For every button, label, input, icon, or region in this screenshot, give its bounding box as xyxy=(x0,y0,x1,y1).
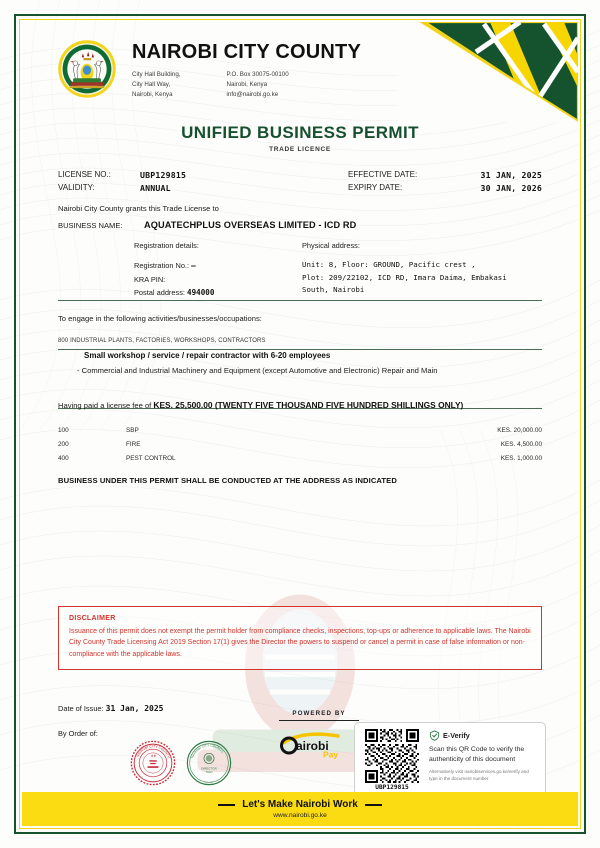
table-row xyxy=(58,424,542,438)
verify-card[interactable] xyxy=(354,722,546,796)
business-name-row xyxy=(58,220,542,230)
green-director-seal-icon xyxy=(186,740,232,786)
divider-1 xyxy=(58,300,542,301)
expiry-date-label: EXPIRY DATE: xyxy=(348,183,403,192)
address-right-3: info@nairobi.go.ke xyxy=(226,91,279,99)
business-details xyxy=(134,241,542,300)
validity-value: ANNUAL xyxy=(140,183,171,193)
business-name-label: BUSINESS NAME: xyxy=(58,221,123,230)
permit-sheet xyxy=(22,22,578,826)
fee-summary xyxy=(58,400,463,410)
issue-date-row xyxy=(58,704,163,713)
svg-text:DIRECTOR: DIRECTOR xyxy=(201,766,217,771)
svg-text:NAIROBI CITY COUNCIL: NAIROBI CITY COUNCIL xyxy=(190,743,225,759)
shield-check-icon xyxy=(429,730,440,741)
verify-badge xyxy=(429,730,538,741)
footer-bar xyxy=(22,792,578,826)
table-row xyxy=(58,452,542,466)
powered-by-block xyxy=(279,710,359,764)
disclaimer-title: DISCLAIMER xyxy=(69,615,116,622)
coat-of-arms-icon xyxy=(58,40,116,98)
registration-no-row xyxy=(134,259,302,273)
registration-no-value: – xyxy=(191,261,196,270)
kra-pin-row xyxy=(134,273,302,287)
business-name-value: AQUATECHPLUS OVERSEAS LIMITED - ICD RD xyxy=(144,220,357,230)
address-right-2: Nairobi, Kenya xyxy=(226,81,268,89)
page-title: UNIFIED BUSINESS PERMIT xyxy=(181,123,419,142)
divider-2 xyxy=(58,349,542,350)
effective-date-label: EFFECTIVE DATE: xyxy=(348,170,418,179)
address-left-3: Nairobi, Kenya xyxy=(132,91,173,99)
activity-main-line: Small workshop / service / repair contractor with 6-20 employees xyxy=(84,351,331,360)
validity-label: VALIDITY: xyxy=(58,183,95,192)
fee-amount-text: KES. 25,500.00 (TWENTY FIVE THOUSAND FIVE HUNDRED SHILLINGS ONLY) xyxy=(153,400,464,410)
qr-block xyxy=(362,729,422,789)
table-row xyxy=(58,438,542,452)
verify-badge-label: E-Verify xyxy=(443,731,470,740)
disclaimer-body: Issuance of this permit does not exempt the permit holder from compliance checks, inspections, top-ups or adherence to applicable laws. The Nairobi City County Trade Licensing Act 2019 Section 17(1) gives the Director the powers to suspend or cancel a permit in case of false information or non-compliance with the applicable laws. xyxy=(69,628,531,658)
grant-text: Nairobi City County grants this Trade License to xyxy=(58,204,219,213)
footer-slogan-row xyxy=(218,799,382,810)
verify-text-block xyxy=(429,729,538,789)
dash-right-icon xyxy=(365,804,382,806)
verify-message: Scan this QR Code to verify the authenticity of this document xyxy=(429,746,525,764)
license-no-value: UBP129815 xyxy=(140,170,187,180)
fee-prefix: Having paid a license fee of xyxy=(58,401,152,410)
by-order-label: By Order of: xyxy=(58,729,98,738)
address-right-1: P.O. Box 30075-00100 xyxy=(226,71,289,78)
official-seals xyxy=(130,740,232,786)
issue-date-value: 31 Jan, 2025 xyxy=(105,704,164,713)
red-official-seal-icon xyxy=(130,740,176,786)
fee-name: SBP xyxy=(126,427,139,434)
dash-left-icon xyxy=(218,804,235,806)
expiry-date-value: 30 JAN, 2026 xyxy=(480,183,542,193)
postal-address-value: 494000 xyxy=(187,288,215,298)
fee-amount: KES. 20,000.00 xyxy=(497,427,542,434)
registration-details-heading: Registration details: xyxy=(134,241,199,250)
fee-table xyxy=(58,424,542,465)
fee-amount: KES. 1,000.00 xyxy=(500,454,542,462)
powered-by-label: POWERED BY xyxy=(279,710,359,721)
fee-amount: KES. 4,500.00 xyxy=(500,440,542,448)
effective-date-value: 31 JAN, 2025 xyxy=(480,170,542,180)
conducted-note: BUSINESS UNDER THIS PERMIT SHALL BE CONDUCTED AT THE ADDRESS AS INDICATED xyxy=(58,476,397,485)
qr-document-number: UBP129815 xyxy=(375,784,409,791)
physical-address-line-2: Plot: 209/22102, ICD RD, Imara Daima, Embakasi xyxy=(302,272,507,282)
address-left-1: City Hall Building, xyxy=(132,71,181,78)
physical-address-line-3: South, Nairobi xyxy=(302,285,365,295)
svg-text:T&LD: T&LD xyxy=(205,771,213,775)
kra-pin-label: KRA PIN: xyxy=(134,274,166,284)
fee-code: 200 xyxy=(58,440,69,448)
registration-no-label: Registration No.: xyxy=(134,261,190,270)
qr-code-icon[interactable] xyxy=(365,729,419,783)
physical-address-line-1: Unit: 8, Floor: GROUND, Pacific crest , xyxy=(302,260,476,269)
license-no-label: LICENSE NO.: xyxy=(58,170,111,179)
physical-address-heading: Physical address: xyxy=(302,241,360,250)
activity-description: - Commercial and Industrial Machinery and Equipment (except Automotive and Electronic) Repair and Main xyxy=(77,366,438,375)
fee-name: PEST CONTROL xyxy=(126,454,176,462)
footer-slogan: Let's Make Nairobi Work xyxy=(242,799,358,810)
footer-url: www.nairobi.go.ke xyxy=(273,812,327,819)
fee-name: FIRE xyxy=(126,440,141,448)
license-summary xyxy=(58,170,542,193)
svg-text:Pay: Pay xyxy=(323,749,339,759)
engage-text: To engage in the following activities/businesses/occupations: xyxy=(58,314,262,323)
svg-text:airobi: airobi xyxy=(296,739,329,753)
disclaimer-box xyxy=(58,606,542,670)
verify-alternative-text: Alternatively visit nairobiservices.go.ke/verify and type in the document number xyxy=(429,769,529,782)
postal-address-row xyxy=(134,286,302,300)
issue-date-label: Date of Issue: xyxy=(58,704,104,713)
nairobipay-logo xyxy=(279,729,359,759)
page-subtitle: TRADE LICENCE xyxy=(269,146,331,153)
address-left-2: City Hall Way, xyxy=(132,81,171,89)
fee-code: 400 xyxy=(58,454,69,462)
org-name: NAIROBI CITY COUNTY xyxy=(132,41,361,63)
org-address xyxy=(132,70,361,101)
fee-code: 100 xyxy=(58,427,69,434)
postal-address-label: Postal address: xyxy=(134,288,185,298)
document-header xyxy=(22,22,578,101)
activity-code-line: 800 INDUSTRIAL PLANTS, FACTORIES, WORKSHOPS, CONTRACTORS xyxy=(58,338,266,344)
svg-text:NAIROBI CITY COUNTY: NAIROBI CITY COUNTY xyxy=(135,744,171,759)
